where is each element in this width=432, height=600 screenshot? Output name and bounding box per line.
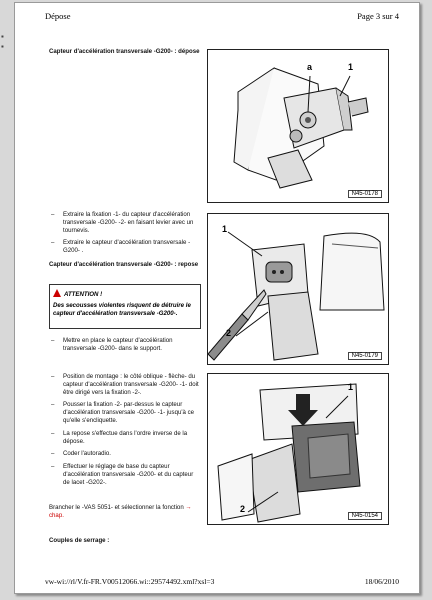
- margin-marks: [1, 32, 4, 52]
- header-title: Dépose: [45, 11, 71, 21]
- figure-tag: N45-0154: [348, 512, 382, 520]
- warning-icon: [53, 289, 61, 297]
- figure-position: [207, 373, 389, 525]
- callout-2: 2: [226, 328, 232, 338]
- figure-drawing: [208, 214, 388, 364]
- callout-a: a: [307, 62, 313, 72]
- callout-1: 1: [222, 224, 228, 234]
- step-item: – Mettre en place le capteur d'accélération transversale -G200- dans le support.: [49, 337, 201, 353]
- vas-instruction: [49, 504, 201, 520]
- footer-date: 18/06/2010: [364, 577, 399, 586]
- callout-1: 1: [348, 382, 354, 392]
- chapter-link[interactable]: → chap.: [49, 504, 192, 519]
- couples-title: Couples de serrage :: [49, 537, 110, 544]
- figure-repose: [207, 213, 389, 365]
- step-item: – Position de montage : le côté oblique - flèche- du capteur d'accélération transversale -G200- -1- doit être dirigé vers la fixation -2-.: [49, 373, 201, 396]
- step-item: – Effectuer le réglage de base du capteur d'accélération transversale -G200- et du capteur de lacet -G202-.: [49, 463, 201, 486]
- figure-depose: [207, 49, 389, 203]
- step-item: – Coder l'autoradio.: [49, 450, 201, 458]
- margin-mark: ▪: [1, 42, 4, 51]
- margin-mark: ▪: [1, 32, 4, 41]
- page-number: Page 3 sur 4: [357, 11, 399, 21]
- steps-depose: [49, 211, 201, 255]
- footer-url: vw-wi://rl/V.fr-FR.V00512066.wi::29574492.xml?xsl=3: [45, 577, 215, 586]
- step-item: – Extraire le capteur d'accélération transversale -G200- .: [49, 239, 201, 255]
- figure-tag: N45-0178: [348, 190, 382, 198]
- callout-2: 2: [240, 504, 246, 514]
- step-item: – Pousser la fixation -2- par-dessus le capteur d'accélération transversale -G200- -1- jusqu'à ce qu'elle s'encliquette.: [49, 401, 201, 424]
- step-item: – Extraire la fixation -1- du capteur d'accélération transversale -G200- -2- en faisant levier avec un tournevis.: [49, 211, 201, 234]
- vas-text: Brancher le -VAS 5051- et sélectionner la fonction: [49, 504, 184, 511]
- steps-repose: [49, 373, 201, 487]
- figure-drawing: [208, 50, 388, 202]
- step-item: – La repose s'effectue dans l'ordre inverse de la dépose.: [49, 430, 201, 446]
- callout-1: 1: [348, 62, 354, 72]
- section-title-repose: Capteur d'accélération transversale -G200- : repose: [49, 261, 199, 268]
- step-place: [49, 337, 201, 353]
- section-title-depose: Capteur d'accélération transversale -G200- : dépose: [49, 48, 200, 55]
- attention-text: Des secousses violentes risquent de détruire le capteur d'accélération transversale -G200-.: [53, 302, 191, 317]
- attention-box: [49, 284, 201, 329]
- document-page: [14, 2, 420, 594]
- figure-drawing: [208, 374, 388, 524]
- figure-tag: N45-0179: [348, 352, 382, 360]
- attention-title: ATTENTION !: [64, 291, 103, 298]
